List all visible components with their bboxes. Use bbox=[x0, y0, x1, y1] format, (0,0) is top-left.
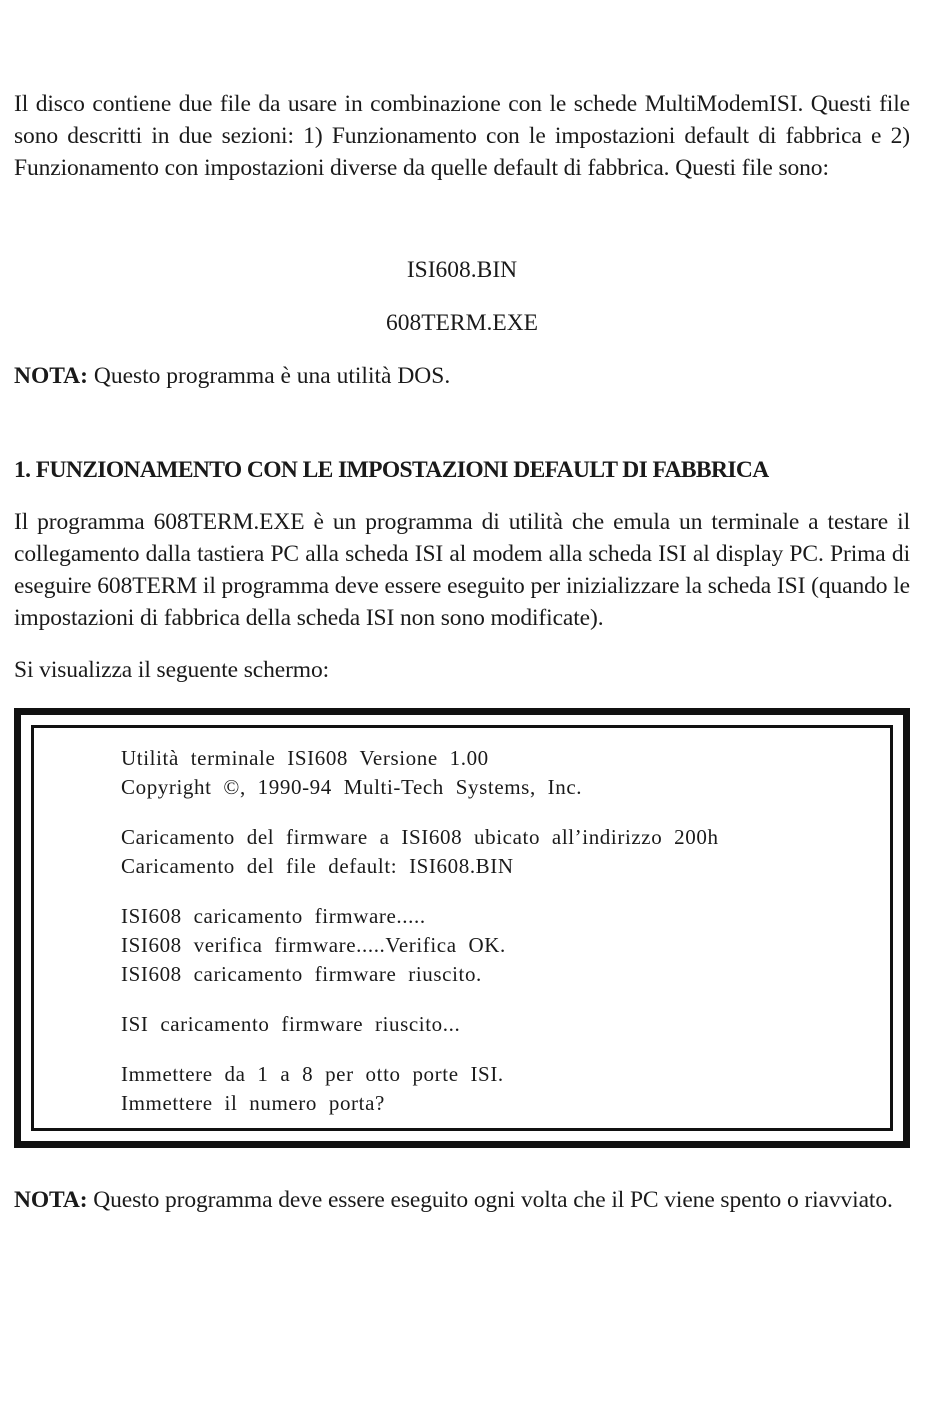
note-restart bbox=[14, 1184, 910, 1216]
screen-line-firmware-load: ISI608 caricamento firmware..... bbox=[121, 904, 426, 928]
screen-line-copyright: Copyright ©, 1990-94 Multi-Tech Systems, Inc. bbox=[121, 775, 583, 799]
screen-intro-text: Si visualizza il seguente schermo: bbox=[14, 657, 330, 683]
document-page bbox=[14, 88, 910, 1216]
terminal-screen bbox=[31, 725, 893, 1131]
screen-line-port-prompt: Immettere il numero porta? bbox=[121, 1091, 385, 1115]
note-label: NOTA: bbox=[14, 363, 88, 389]
note-text: Questo programma è una utilità DOS. bbox=[87, 363, 451, 389]
screen-line-firmware-verify: ISI608 verifica firmware.....Verifica OK. bbox=[121, 933, 506, 957]
file-name-bin: ISI608.BIN bbox=[406, 257, 518, 283]
terminal-screen-frame bbox=[14, 708, 910, 1148]
file-name-exe: 608TERM.EXE bbox=[385, 310, 539, 336]
screen-line-isi-success: ISI caricamento firmware riuscito... bbox=[121, 1012, 461, 1036]
intro-paragraph: Il disco contiene due file da usare in combinazione con le schede MultiModemISI. Questi file sono descritti in due sezioni: 1) Funzionamento con le impostazioni default di fabbrica e 2) Funzionamento con impostazioni diverse da quelle default di fabbrica. Questi file sono: bbox=[14, 91, 910, 181]
screen-line-enter-ports: Immettere da 1 a 8 per otto porte ISI. bbox=[121, 1062, 504, 1086]
note-text: Questo programma deve essere eseguito ogni volta che il PC viene spento o riavviato. bbox=[87, 1187, 893, 1213]
screen-line-firmware-success: ISI608 caricamento firmware riuscito. bbox=[121, 962, 482, 986]
section-heading: 1. FUNZIONAMENTO CON LE IMPOSTAZIONI DEFAULT DI FABBRICA bbox=[14, 457, 769, 483]
screen-line-loading-firmware: Caricamento del firmware a ISI608 ubicato all’indirizzo 200h bbox=[121, 825, 719, 849]
screen-line-loading-default: Caricamento del file default: ISI608.BIN bbox=[121, 854, 514, 878]
screen-line-title: Utilità terminale ISI608 Versione 1.00 bbox=[121, 746, 489, 770]
file-list bbox=[14, 254, 910, 339]
note-label: NOTA: bbox=[14, 1187, 88, 1213]
note-dos-utility bbox=[14, 360, 910, 392]
section-body-paragraph: Il programma 608TERM.EXE è un programma di utilità che emula un terminale a testare il collegamento dalla tastiera PC alla scheda ISI al modem alla scheda ISI al display PC. Prima di eseguire 608TERM il programma deve essere eseguito per inizializzare la scheda ISI (quando le impostazioni di fabbrica della scheda ISI non sono modificate). bbox=[14, 509, 910, 631]
